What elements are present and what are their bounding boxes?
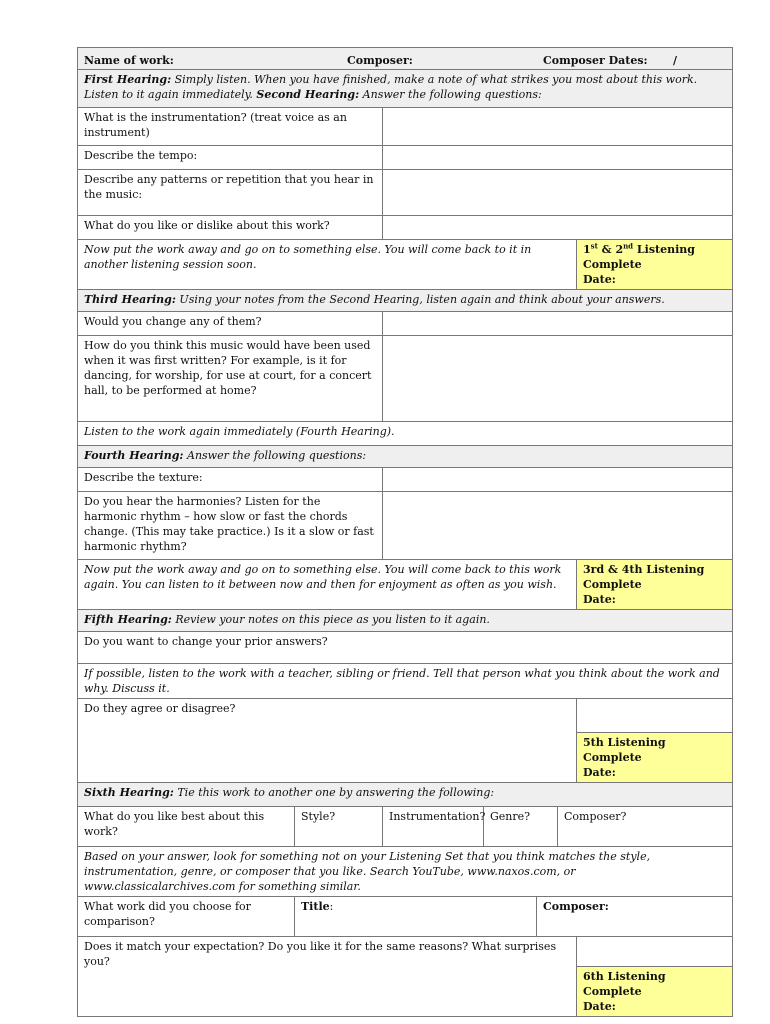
header-row xyxy=(78,48,733,70)
fourth-hearing-title: Fourth Hearing: xyxy=(84,449,184,462)
date-label: Date: xyxy=(583,593,616,606)
listening-complete-6[interactable] xyxy=(577,967,733,1017)
answer-match-expectation[interactable] xyxy=(577,937,733,967)
question-comparison-work: What work did you choose for comparison? xyxy=(78,897,295,937)
question-agree-disagree[interactable]: Do they agree or disagree? xyxy=(78,699,577,783)
fifth-hearing-title: Fifth Hearing: xyxy=(84,613,172,626)
question-like-dislike: What do you like or dislike about this work? xyxy=(78,216,383,240)
composer-dates-label: Composer Dates: xyxy=(543,54,648,67)
question-match-expectation[interactable]: Does it match your expectation? Do you like it for the same reasons? What surprises you? xyxy=(78,937,577,1017)
title-label: Title xyxy=(301,900,330,913)
ordinal-1-suffix: st xyxy=(590,241,598,251)
date-label: Date: xyxy=(583,1000,616,1013)
listen-again-note: Listen to the work again immediately (Fourth Hearing). xyxy=(78,422,733,446)
answer-original-use[interactable] xyxy=(383,336,733,422)
listening-complete-3-4[interactable] xyxy=(577,560,733,610)
question-patterns: Describe any patterns or repetition that you hear in the music: xyxy=(78,170,383,216)
question-prior-answers[interactable]: Do you want to change your prior answers? xyxy=(78,632,733,664)
search-instructions: Based on your answer, look for something not on your Listening Set that you think matches the style, instrumentation, genre, or composer that you like. Search YouTube, www.naxos.com, or www.classicalarchives.com for something similar. xyxy=(78,847,733,897)
question-instrumentation: What is the instrumentation? (treat voice as an instrument) xyxy=(78,108,383,146)
ordinal-2: 2 xyxy=(615,243,624,256)
answer-tempo[interactable] xyxy=(383,146,733,170)
answer-agree-disagree[interactable] xyxy=(577,699,733,733)
listening-complete-label: Listening Complete xyxy=(583,243,695,271)
title-colon: : xyxy=(329,900,334,913)
question-like-best[interactable]: What do you like best about this work? xyxy=(78,807,295,847)
discuss-instructions: If possible, listen to the work with a teacher, sibling or friend. Tell that person what you think about the work and why. Discuss it. xyxy=(78,664,733,699)
listening-worksheet xyxy=(77,47,733,1017)
fifth-hearing-instructions xyxy=(78,610,733,632)
question-style[interactable]: Style? xyxy=(295,807,383,847)
listening-complete-1-2[interactable] xyxy=(577,240,733,290)
sixth-hearing-title: Sixth Hearing: xyxy=(84,786,174,799)
date-label: Date: xyxy=(583,273,616,286)
comparison-title-field[interactable] xyxy=(295,897,537,937)
first-hearing-text: Simply listen. When you have finished, make a note of what strikes you most about this work. Listen to it again immediately. xyxy=(84,73,698,101)
first-hearing-title: First Hearing: xyxy=(84,73,172,86)
question-genre[interactable]: Genre? xyxy=(484,807,558,847)
answer-harmonies[interactable] xyxy=(383,492,733,560)
first-hearing-instructions xyxy=(78,70,733,108)
comparison-composer-field[interactable]: Composer: xyxy=(537,897,733,937)
composer-label: Composer: xyxy=(347,54,413,67)
answer-like-dislike[interactable] xyxy=(383,216,733,240)
third-hearing-title: Third Hearing: xyxy=(84,293,176,306)
question-instrumentation-2[interactable]: Instrumentation? xyxy=(383,807,484,847)
question-tempo: Describe the tempo: xyxy=(78,146,383,170)
sixth-hearing-instructions xyxy=(78,783,733,807)
question-harmonies: Do you hear the harmonies? Listen for the harmonic rhythm – how slow or fast the chords change. (This may take practice.) Is it a slow or fast harmonic rhythm? xyxy=(78,492,383,560)
second-hearing-text: Answer the following questions: xyxy=(362,88,542,101)
fifth-hearing-text: Review your notes on this piece as you listen to it again. xyxy=(175,613,490,626)
ordinal-1: 1 xyxy=(583,243,591,256)
question-texture: Describe the texture: xyxy=(78,468,383,492)
answer-change-answers[interactable] xyxy=(383,312,733,336)
question-original-use: How do you think this music would have been used when it was first written? For example, is it for dancing, for worship, for use at court, for a concert hall, to be performed at home? xyxy=(78,336,383,422)
answer-patterns[interactable] xyxy=(383,170,733,216)
answer-instrumentation[interactable] xyxy=(383,108,733,146)
break-instructions-1: Now put the work away and go on to something else. You will come back to it in another listening session soon. xyxy=(78,240,577,290)
fourth-hearing-text: Answer the following questions: xyxy=(187,449,367,462)
second-hearing-title: Second Hearing: xyxy=(256,88,360,101)
question-composer[interactable]: Composer? xyxy=(558,807,733,847)
ordinal-2-suffix: nd xyxy=(623,241,634,251)
date-label: Date: xyxy=(583,766,616,779)
listening-complete-label: 3rd & 4th Listening Complete xyxy=(583,563,705,591)
break-instructions-2: Now put the work away and go on to something else. You will come back to this work again. You can listen to it between now and then for enjoyment as often as you wish. xyxy=(78,560,577,610)
listening-complete-label: 5th Listening Complete xyxy=(583,736,666,764)
sixth-hearing-text: Tie this work to another one by answering the following: xyxy=(177,786,495,799)
third-hearing-text: Using your notes from the Second Hearing, listen again and think about your answers. xyxy=(179,293,665,306)
listening-complete-label: 6th Listening Complete xyxy=(583,970,666,998)
ampersand: & xyxy=(597,243,616,256)
answer-texture[interactable] xyxy=(383,468,733,492)
dates-separator: / xyxy=(673,54,678,67)
question-change-answers: Would you change any of them? xyxy=(78,312,383,336)
listening-complete-5[interactable] xyxy=(577,733,733,783)
fourth-hearing-instructions xyxy=(78,446,733,468)
name-of-work-label: Name of work: xyxy=(84,54,174,67)
third-hearing-instructions xyxy=(78,290,733,312)
